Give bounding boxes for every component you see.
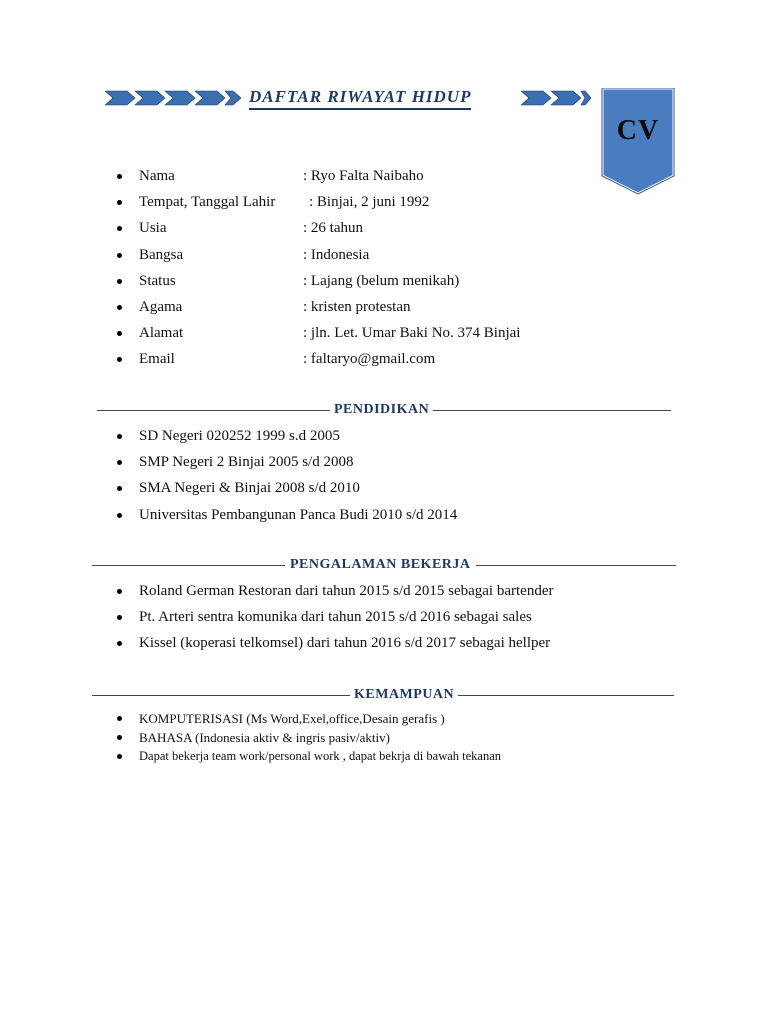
list-item-text: Kissel (koperasi telkomsel) dari tahun 2016 s/d 2017 sebagai hellper [139, 635, 551, 652]
info-value: : Indonesia [303, 246, 370, 263]
info-value: : jln. Let. Umar Baki No. 374 Binjai [303, 325, 521, 342]
bullet-icon [117, 331, 122, 336]
list-item-text: Pt. Arteri sentra komunika dari tahun 2015 s/d 2016 sebagai sales [139, 609, 532, 626]
bullet-icon [117, 615, 122, 620]
bullet-icon [117, 174, 122, 179]
bullet-icon [117, 279, 122, 284]
section-title-pengalaman: PENGALAMAN BEKERJA [285, 556, 476, 574]
section-title-kemampuan: KEMAMPUAN [350, 686, 458, 704]
list-item-text: Universitas Pembangunan Panca Budi 2010 s/d 2014 [139, 506, 458, 523]
info-label: Tempat, Tanggal Lahir [139, 194, 276, 211]
info-label: Usia [139, 220, 167, 237]
document-title: DAFTAR RIWAYAT HIDUP [249, 86, 471, 110]
info-value: : Lajang (belum menikah) [303, 272, 460, 289]
bullet-icon [117, 226, 122, 231]
bullet-icon [117, 754, 122, 759]
bullet-icon [117, 641, 122, 646]
section-title-pendidikan: PENDIDIKAN [330, 401, 433, 419]
info-label: Agama [139, 298, 183, 315]
bullet-icon [117, 357, 122, 362]
info-value: : faltaryo@gmail.com [303, 351, 436, 368]
list-item-text: SMA Negeri & Binjai 2008 s/d 2010 [139, 480, 360, 497]
info-value: : Binjai, 2 juni 1992 [309, 194, 430, 211]
bullet-icon [117, 305, 122, 310]
info-label: Email [139, 351, 175, 368]
cv-badge-label: CV [616, 115, 660, 146]
bullet-icon [117, 253, 122, 258]
chevron-arrows-right-icon [521, 90, 591, 106]
list-item-text: SD Negeri 020252 1999 s.d 2005 [139, 428, 340, 444]
chevron-arrows-left-icon [105, 90, 245, 106]
list-item-text: Roland German Restoran dari tahun 2015 s/d 2015 sebagai bartender [139, 583, 554, 599]
info-label: Nama [139, 168, 175, 184]
list-item-text: SMP Negeri 2 Binjai 2005 s/d 2008 [139, 454, 354, 471]
bullet-icon [117, 735, 122, 740]
info-label: Bangsa [139, 246, 184, 263]
bullet-icon [117, 716, 122, 721]
info-value: : 26 tahun [303, 220, 363, 237]
bullet-icon [117, 513, 122, 518]
list-item-text: KOMPUTERISASI (Ms Word,Exel,office,Desain gerafis ) [139, 711, 445, 726]
info-value: : Ryo Falta Naibaho [303, 168, 424, 184]
bullet-icon [117, 589, 122, 594]
list-item-text: BAHASA (Indonesia aktiv & ingris pasiv/aktiv) [139, 730, 390, 745]
bullet-icon [117, 486, 122, 491]
bullet-icon [117, 200, 122, 205]
bullet-icon [117, 460, 122, 465]
list-item-text: Dapat bekerja team work/personal work , dapat bekrja di bawah tekanan [139, 749, 502, 763]
document-header [105, 86, 595, 110]
bullet-icon [117, 434, 122, 439]
info-value: : kristen protestan [303, 298, 411, 315]
info-label: Alamat [139, 325, 184, 342]
info-label: Status [139, 272, 176, 289]
